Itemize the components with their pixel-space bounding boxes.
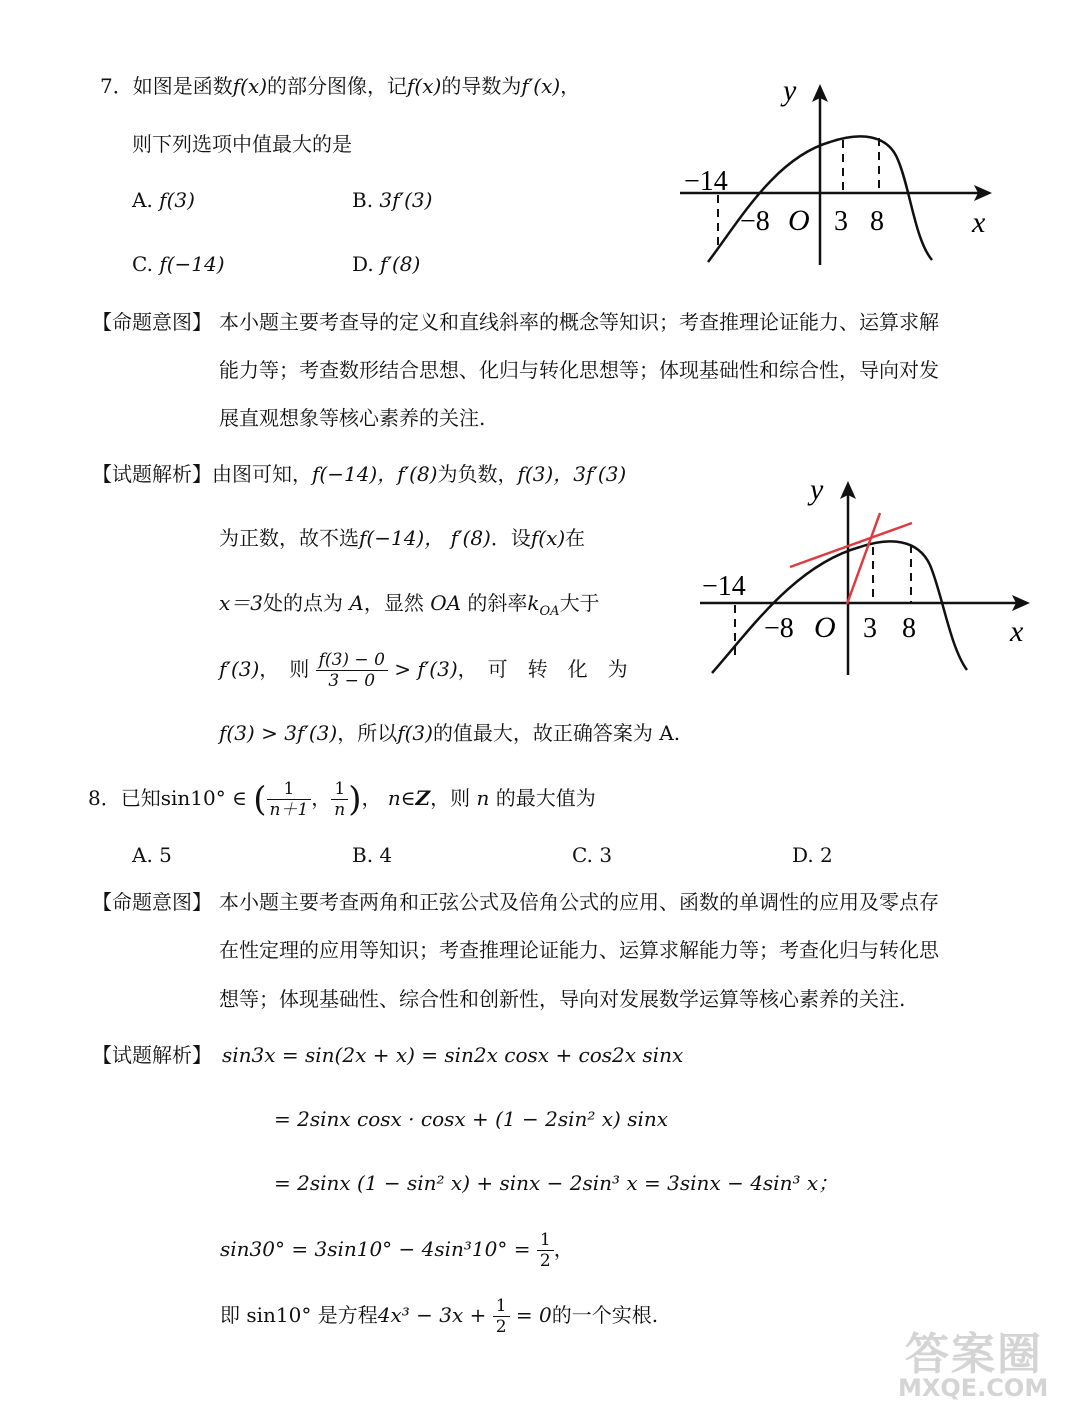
tick-8: 8: [902, 613, 916, 644]
q7-intent-line1: 本小题主要考查导的定义和直线斜率的概念等知识；考查推理论证能力、运算求解: [219, 310, 939, 334]
q8-option-c: C. 3: [572, 843, 613, 867]
q8-eq-line5: 即 sin10° 是方程4x³ − 3x + $\frac{1}{2}$ = 0的一个实根.: [220, 1296, 659, 1337]
fraction-one-half: $\frac{1}{2}$: [493, 1296, 510, 1337]
y-label: y: [810, 473, 824, 506]
q8-intent-line3: 想等；体现基础性、综合性和创新性，导向对发展数学运算等核心素养的关注.: [219, 987, 906, 1011]
q8-intent-line1: 本小题主要考查两角和正弦公式及倍角公式的应用、函数的单调性的应用及零点存: [219, 890, 939, 914]
q7-number: 7．: [100, 74, 133, 98]
origin-label: O: [788, 204, 810, 237]
q7-analysis-tag: 【试题解析】: [92, 462, 212, 486]
q8-option-d: D. 2: [792, 843, 833, 867]
y-label: y: [783, 74, 797, 107]
q8-eq-line3: = 2sinx (1 − sin² x) + sinx − 2sin³ x = 3sinx − 4sin³ x；: [274, 1171, 839, 1195]
q7-option-a: A. f(3): [132, 188, 195, 212]
tick-8: 8: [870, 206, 884, 237]
q7-analysis-line5: f(3) > 3f′(3)，所以f(3)的值最大，故正确答案为 A.: [219, 721, 681, 745]
line-OA: [847, 513, 880, 604]
watermark-url: MXQE.COM: [898, 1374, 1049, 1402]
q8-analysis-tag: 【试题解析】: [92, 1043, 212, 1067]
x-label: x: [1010, 615, 1024, 648]
q7-analysis-graph: [690, 465, 1040, 680]
q7-stem-line2: 则下列选项中值最大的是: [132, 132, 352, 156]
q8-option-a: A. 5: [132, 843, 172, 867]
fraction-1-over-n: $\frac{1}{n}$: [331, 779, 348, 820]
fraction-1-over-n-plus-1: $\frac{1}{n+1}$: [267, 779, 312, 820]
function-curve: [712, 541, 967, 673]
q7-intent-line2: 能力等；考查数形结合思想、化归与转化思想等；体现基础性和综合性，导向对发: [219, 358, 939, 382]
q7-intent-line3: 展直观想象等核心素养的关注.: [219, 406, 486, 430]
tick-3: 3: [834, 206, 848, 237]
q8-intent-tag: 【命题意图】: [92, 890, 212, 914]
q8-intent-line2: 在性定理的应用等知识；考查推理论证能力、运算求解能力等；考查化归与转化思: [219, 938, 939, 962]
q7-analysis-line1: 由图可知，f(−14)，f′(8)为负数，f(3)，3f′(3): [212, 462, 627, 486]
q7-stem-line1: 7．如图是函数f(x)的部分图像，记f(x)的导数为f′(x)，: [100, 74, 581, 98]
q7-analysis-line3: x＝3处的点为 A，显然 OA 的斜率$k_{OA}$大于: [219, 591, 600, 619]
tick-neg8: −8: [764, 613, 794, 644]
fraction-slope: $\frac{f(3) - 0}{3 - 0}$: [316, 650, 388, 691]
fraction-one-half: $\frac{1}{2}$: [537, 1230, 554, 1271]
watermark-logo: 答案圈: [905, 1329, 1043, 1380]
q8-stem: 8．已知sin10° ∈ ( $\frac{1}{n+1}$ ， $\frac{1}{n}$ )， n∈Z，则 n 的最大值为: [88, 779, 596, 820]
q8-option-b: B. 4: [352, 843, 393, 867]
x-label: x: [972, 206, 986, 239]
q7-analysis-line4: f′(3)， 则 $\frac{f(3) - 0}{3 - 0}$ > f′(3)， 可 转 化 为: [219, 650, 628, 691]
q7-option-b: B. 3f′(3): [352, 188, 433, 212]
q8-number: 8．: [88, 786, 121, 810]
q7-option-d: D. f′(8): [352, 252, 421, 276]
tick-neg14: −14: [702, 571, 746, 602]
tick-neg14: −14: [684, 166, 728, 197]
q7-option-c: C. f(−14): [132, 252, 225, 276]
tick-neg8: −8: [740, 206, 770, 237]
q8-eq-line1: sin3x = sin(2x + x) = sin2x cosx + cos2x sinx: [222, 1043, 684, 1067]
q8-eq-line4: sin30° = 3sin10° − 4sin³10° = $\frac{1}{2}$ ，: [220, 1230, 574, 1271]
origin-label: O: [814, 611, 836, 644]
q7-function-graph: [670, 70, 1000, 275]
q7-intent-tag: 【命题意图】: [92, 310, 212, 334]
tick-3: 3: [863, 613, 877, 644]
q7-analysis-line2: 为正数，故不选f(−14)， f′(8)．设f(x)在: [219, 526, 586, 550]
tangent-line-at-3: [790, 523, 912, 567]
q8-eq-line2: = 2sinx cosx · cosx + (1 − 2sin² x) sinx: [274, 1107, 669, 1131]
